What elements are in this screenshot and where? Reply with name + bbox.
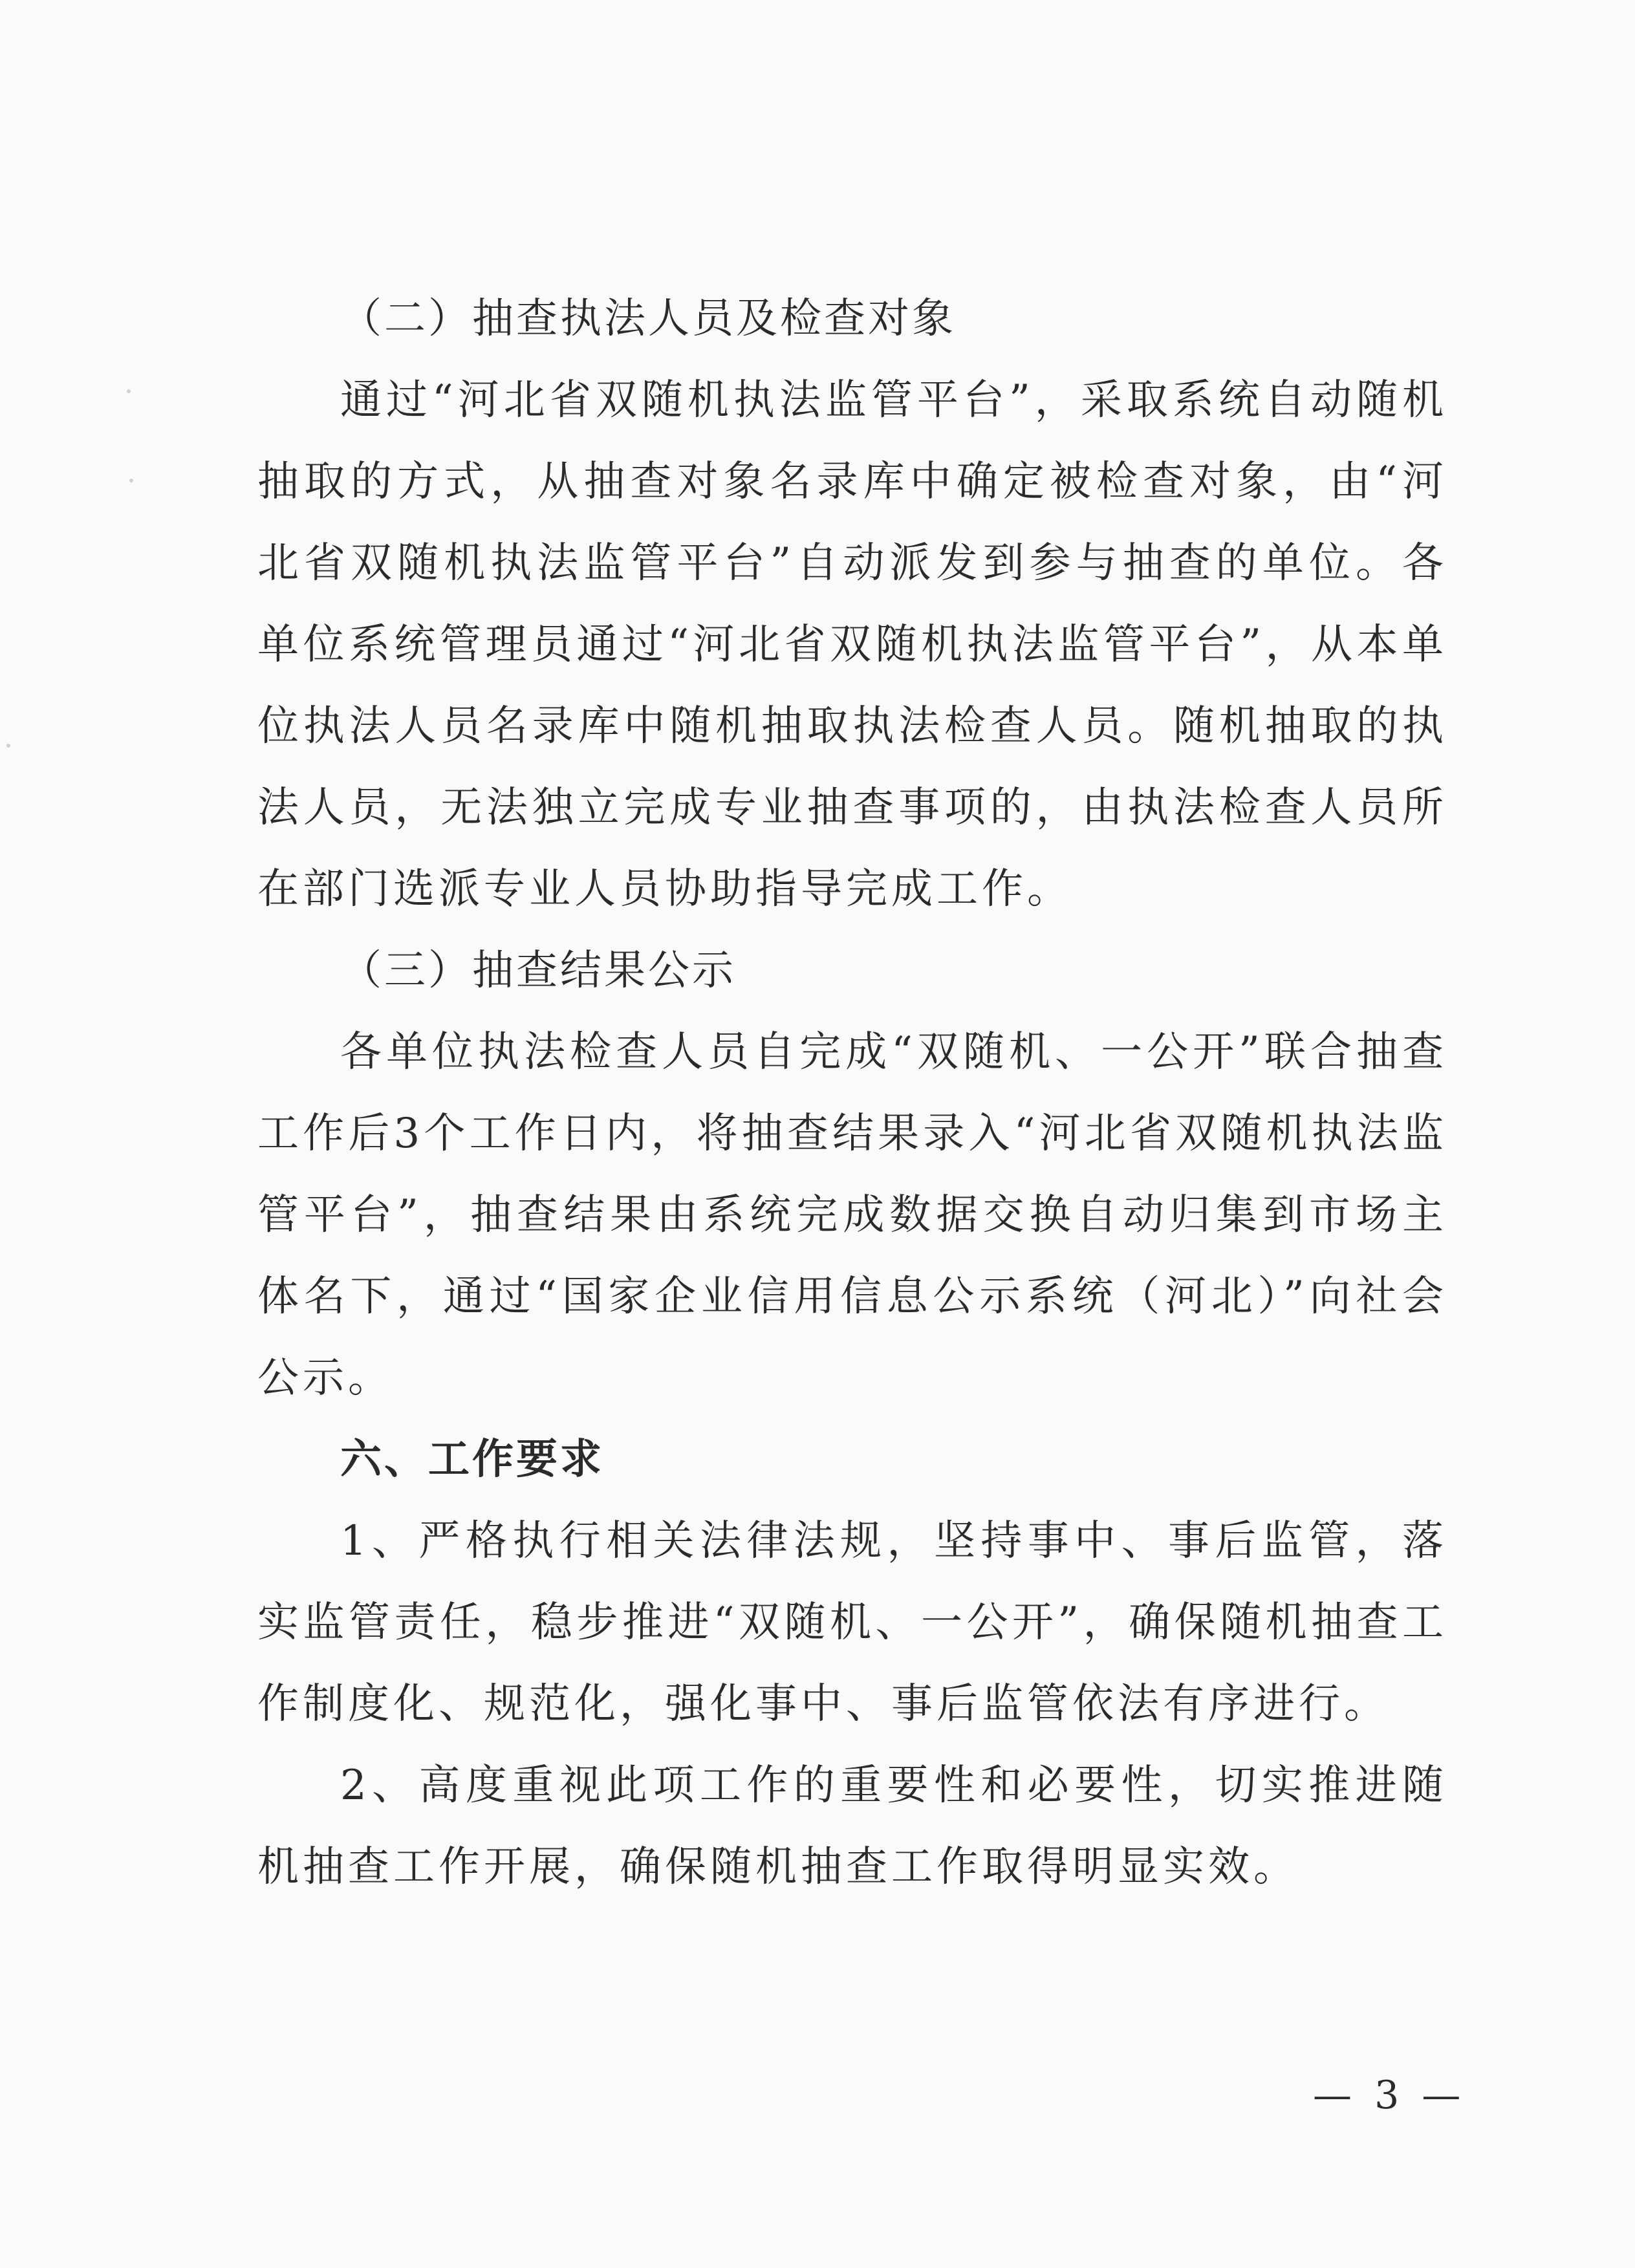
section-heading-sampling-personnel: （二）抽查执法人员及检查对象 xyxy=(340,295,956,343)
section-heading-results-publicity: （三）抽查结果公示 xyxy=(340,947,736,995)
paragraph-sampling-personnel: 通过“河北省双随机执法监管平台”，采取系统自动随机抽取的方式，从抽查对象名录库中确定被检查对象，由“河北省双随机执法监管平台”自动派发到参与抽查的单位。各单位系统管理员通过“河北省双随机执法监管平台”，从本单位执法人员名录库中随机抽取执法检查人员。随机抽取的执法人员，无法独立完成专业抽查事项的，由执法检查人员所在部门选派专业人员协助指导完成工作。 xyxy=(257,376,1447,913)
scan-speck xyxy=(6,744,10,748)
paragraph-results-publicity: 各单位执法检查人员自完成“双随机、一公开”联合抽查工作后3个工作日内，将抽查结果录入“河北省双随机执法监管平台”，抽查结果由系统完成数据交换自动归集到市场主体名下，通过“国家企业信用信息公示系统（河北）”向社会公示。 xyxy=(257,1028,1447,1402)
section-heading-work-requirements: 六、工作要求 xyxy=(340,1436,604,1484)
paragraph-requirement-2: 2、高度重视此项工作的重要性和必要性，切实推进随机抽查工作开展，确保随机抽查工作取得明显实效。 xyxy=(257,1762,1447,1891)
page-number: — 3 — xyxy=(1313,2073,1466,2118)
paragraph-requirement-1: 1、严格执行相关法律法规，坚持事中、事后监管，落实监管责任，稳步推进“双随机、一公开”，确保随机抽查工作制度化、规范化，强化事中、事后监管依法有序进行。 xyxy=(257,1517,1447,1728)
scan-speck xyxy=(127,389,131,393)
scan-speck xyxy=(129,479,133,482)
document-body xyxy=(257,278,1447,1908)
